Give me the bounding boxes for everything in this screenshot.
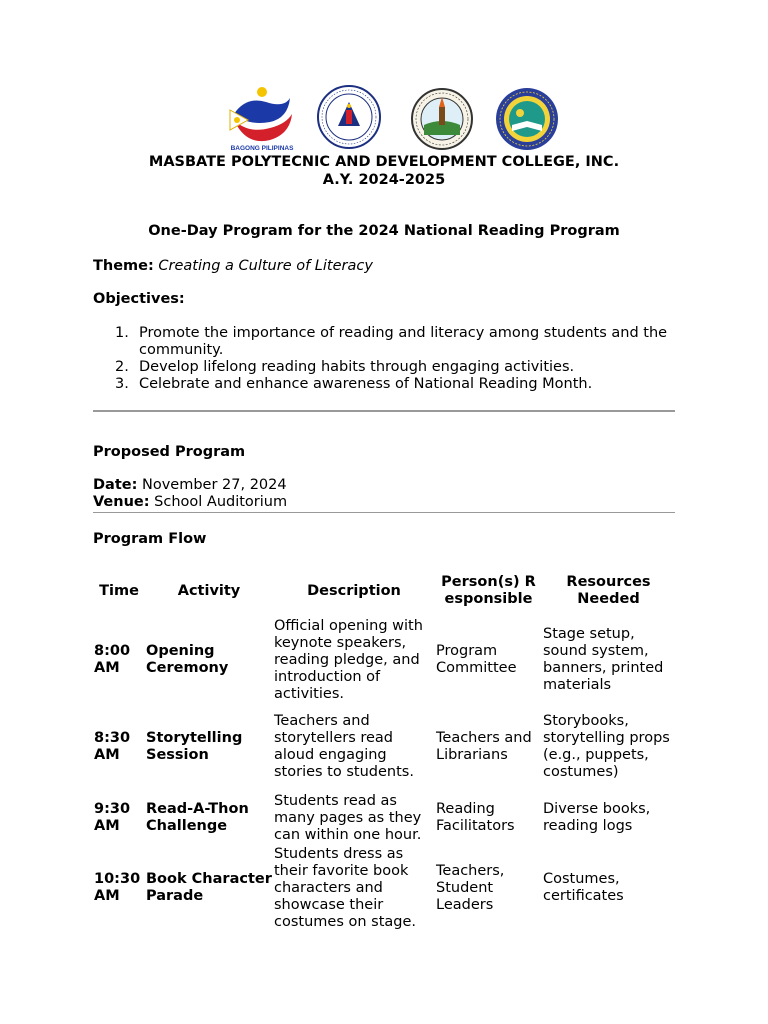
academic-year: A.Y. 2024-2025 [322, 172, 446, 188]
date-value: November 27, 2024 [142, 477, 287, 493]
column-header-activity: Activity [177, 582, 241, 599]
proposed-program-heading: Proposed Program [93, 444, 246, 460]
column-header-resources: Resources Needed [566, 574, 651, 607]
theme-line [93, 258, 373, 274]
table-row [93, 791, 675, 845]
resources-cell: Storybooks, storytelling props (e.g., puppets, costumes) [543, 713, 670, 780]
divider [93, 410, 675, 412]
venue-line [93, 494, 287, 510]
column-header-description: Description [307, 582, 401, 599]
table-row [93, 703, 675, 791]
persons-cell: Program Committee [436, 643, 517, 676]
program-flow-table [93, 565, 675, 931]
date-line [93, 477, 287, 493]
divider [93, 512, 675, 513]
list-number: 3. [115, 376, 129, 392]
bagong-pilipinas-logo [226, 84, 298, 152]
activity-cell: Read-A-Thon Challenge [146, 801, 249, 834]
table-header-row [93, 565, 675, 617]
list-number: 2. [115, 359, 129, 375]
description-cell: Official opening with keynote speakers, reading pledge, and introduction of activities. [274, 617, 423, 702]
column-header-persons: Person(s) Responsible [441, 574, 536, 607]
description-cell: Teachers and storytellers read aloud engaging stories to students. [274, 713, 414, 780]
column-header-time: Time [99, 582, 139, 599]
description-cell: Students read as many pages as they can within one hour. [274, 792, 422, 843]
program-flow-heading: Program Flow [93, 531, 207, 547]
list-number: 1. [115, 325, 129, 341]
time-cell: 8:30 AM [94, 730, 131, 763]
objective-text: Develop lifelong reading habits through engaging activities. [139, 359, 575, 375]
deped-seal-logo [316, 84, 382, 150]
college-seal-logo [494, 87, 560, 151]
persons-cell: Teachers and Librarians [436, 730, 532, 763]
objectives-heading: Objectives: [93, 291, 185, 307]
objective-text: Celebrate and enhance awareness of National Reading Month. [139, 376, 593, 392]
time-cell: 10:30 AM [94, 871, 141, 904]
objectives-list [115, 325, 685, 393]
activity-cell: Storytelling Session [146, 730, 243, 763]
resources-cell: Stage setup, sound system, banners, printed materials [543, 626, 664, 693]
objective-text: Promote the importance of reading and literacy among students and the community. [139, 325, 668, 358]
division-of-masbate-seal [410, 87, 474, 151]
table-row [93, 845, 675, 931]
institution-name: MASBATE POLYTECNIC AND DEVELOPMENT COLLEGE, INC. [148, 154, 620, 170]
resources-cell: Diverse books, reading logs [543, 801, 651, 834]
venue-label: Venue: [93, 494, 150, 510]
date-label: Date: [93, 477, 138, 493]
activity-cell: Book Character Parade [146, 871, 272, 904]
table-row [93, 617, 675, 703]
description-cell: Students dress as their favorite book characters and showcase their costumes on stage. [274, 845, 417, 930]
theme-label: Theme: [93, 258, 154, 274]
list-item [115, 359, 685, 376]
logo-caption: BAGONG PILIPINAS [230, 145, 294, 152]
time-cell: 9:30 AM [94, 801, 131, 834]
list-item [115, 325, 685, 359]
theme-value: Creating a Culture of Literacy [158, 258, 373, 274]
program-title: One-Day Program for the 2024 National Reading Program [148, 223, 620, 239]
venue-value: School Auditorium [154, 494, 288, 510]
persons-cell: Reading Facilitators [436, 801, 515, 834]
resources-cell: Costumes, certificates [543, 871, 624, 904]
list-item [115, 376, 685, 393]
activity-cell: Opening Ceremony [146, 643, 229, 676]
persons-cell: Teachers, Student Leaders [436, 862, 505, 913]
time-cell: 8:00 AM [94, 643, 131, 676]
